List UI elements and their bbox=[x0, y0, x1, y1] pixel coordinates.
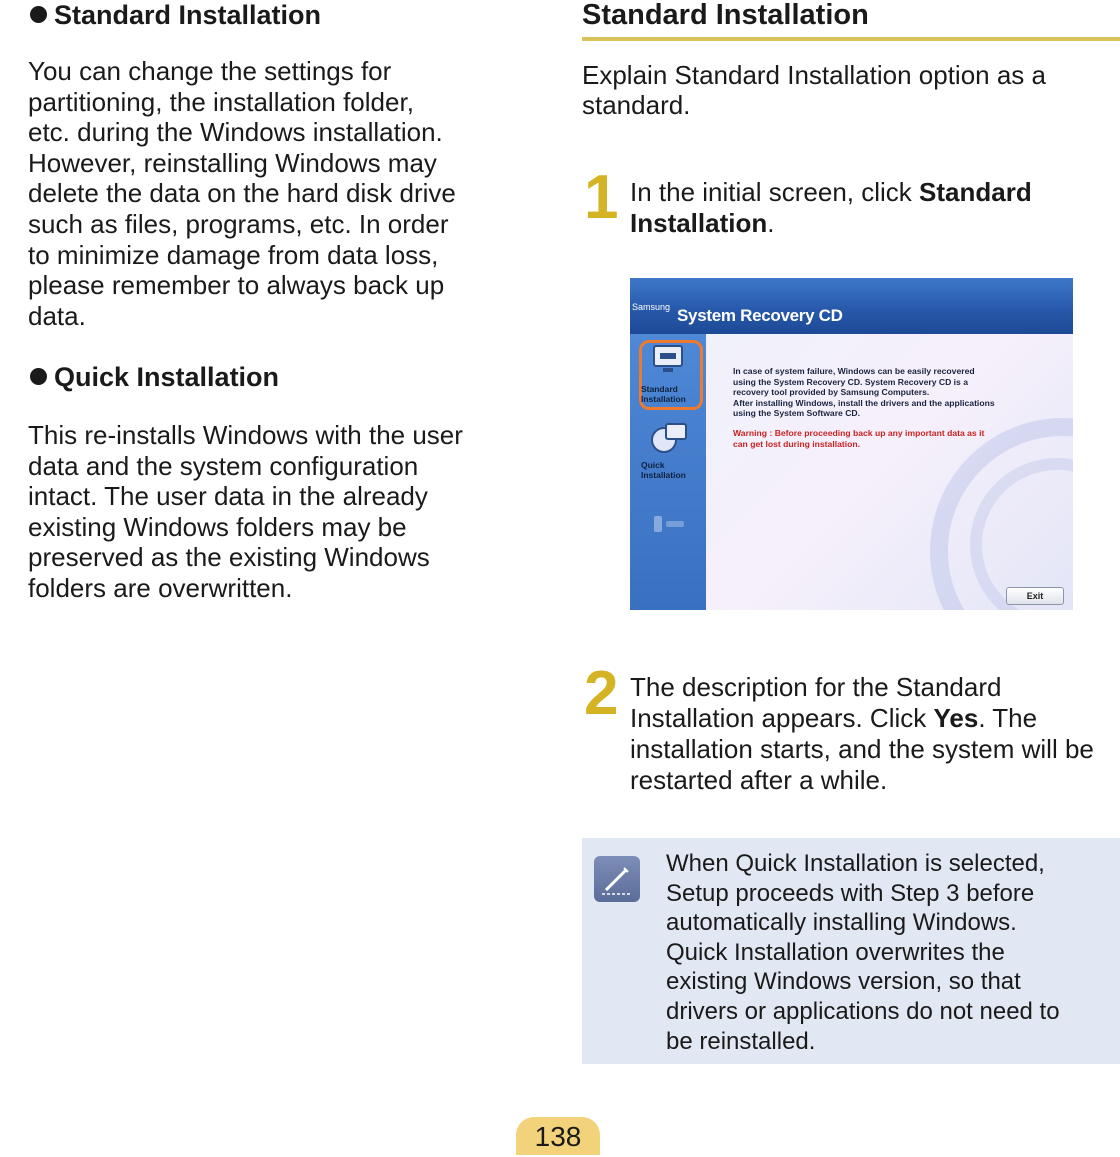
page-title: Standard Installation bbox=[582, 0, 869, 31]
intro-text: Explain Standard Installation option as a standard. bbox=[582, 60, 1046, 120]
quick-install-icon bbox=[650, 420, 688, 454]
app-title: System Recovery CD bbox=[677, 306, 843, 325]
monitor-icon bbox=[652, 344, 684, 374]
note-text: When Quick Installation is selected, Setup proceeds with Step 3 before automatically installing Windows. Quick Installation overwrites the existing Windows version, so that drivers or applications do not need to be reinstalled. bbox=[666, 850, 1060, 1055]
note-box bbox=[582, 838, 1120, 1064]
screenshot-description: In case of system failure, Windows can be easily recovered using the System Recovery CD. System Recovery CD is a recovery tool provided by Samsung Computers. After installing Windows, install the drivers and the applications using the System Software CD. bbox=[733, 366, 995, 419]
option-quick-installation[interactable]: Quick Installation bbox=[641, 460, 686, 480]
option-sidebar bbox=[630, 334, 706, 610]
step-number-1: 1 bbox=[584, 163, 619, 232]
step-text-1: In the initial screen, click Standard Installation. bbox=[630, 177, 1032, 238]
step-text-2: The description for the Standard Installation appears. Click Yes. The installation starts, and the system will be restarted after a while. bbox=[630, 672, 1094, 795]
bullet-icon bbox=[30, 368, 47, 385]
bullet-icon bbox=[30, 6, 47, 23]
screenshot-warning: Warning : Before proceeding back up any important data as it can get lost during installation. bbox=[733, 428, 985, 449]
section-body-standard: You can change the settings for partitioning, the installation folder, etc. during the Windows installation. However, reinstalling Windows may delete the data on the hard disk drive such as files, programs, etc. In order to minimize damage from data loss, please remember to always back up data. bbox=[28, 56, 456, 331]
note-pencil-icon bbox=[594, 856, 640, 902]
section-heading-quick: Quick Installation bbox=[28, 362, 508, 392]
exit-button[interactable]: Exit bbox=[1006, 587, 1064, 605]
section-heading-standard: Standard Installation bbox=[28, 0, 508, 30]
section-body-quick: This re-installs Windows with the user data and the system configuration intact. The user data in the already existing Windows folders may be preserved as the existing Windows folders are overwritten. bbox=[28, 420, 463, 603]
option-standard-installation[interactable]: Standard Installation bbox=[641, 384, 686, 404]
step-number-2: 2 bbox=[584, 659, 619, 728]
title-divider bbox=[582, 37, 1120, 41]
page-number: 138 bbox=[516, 1117, 600, 1155]
recovery-screenshot bbox=[630, 278, 1073, 610]
screenshot-header bbox=[630, 278, 1073, 334]
brand-label: Samsung bbox=[632, 302, 671, 312]
faded-icon bbox=[652, 512, 686, 536]
